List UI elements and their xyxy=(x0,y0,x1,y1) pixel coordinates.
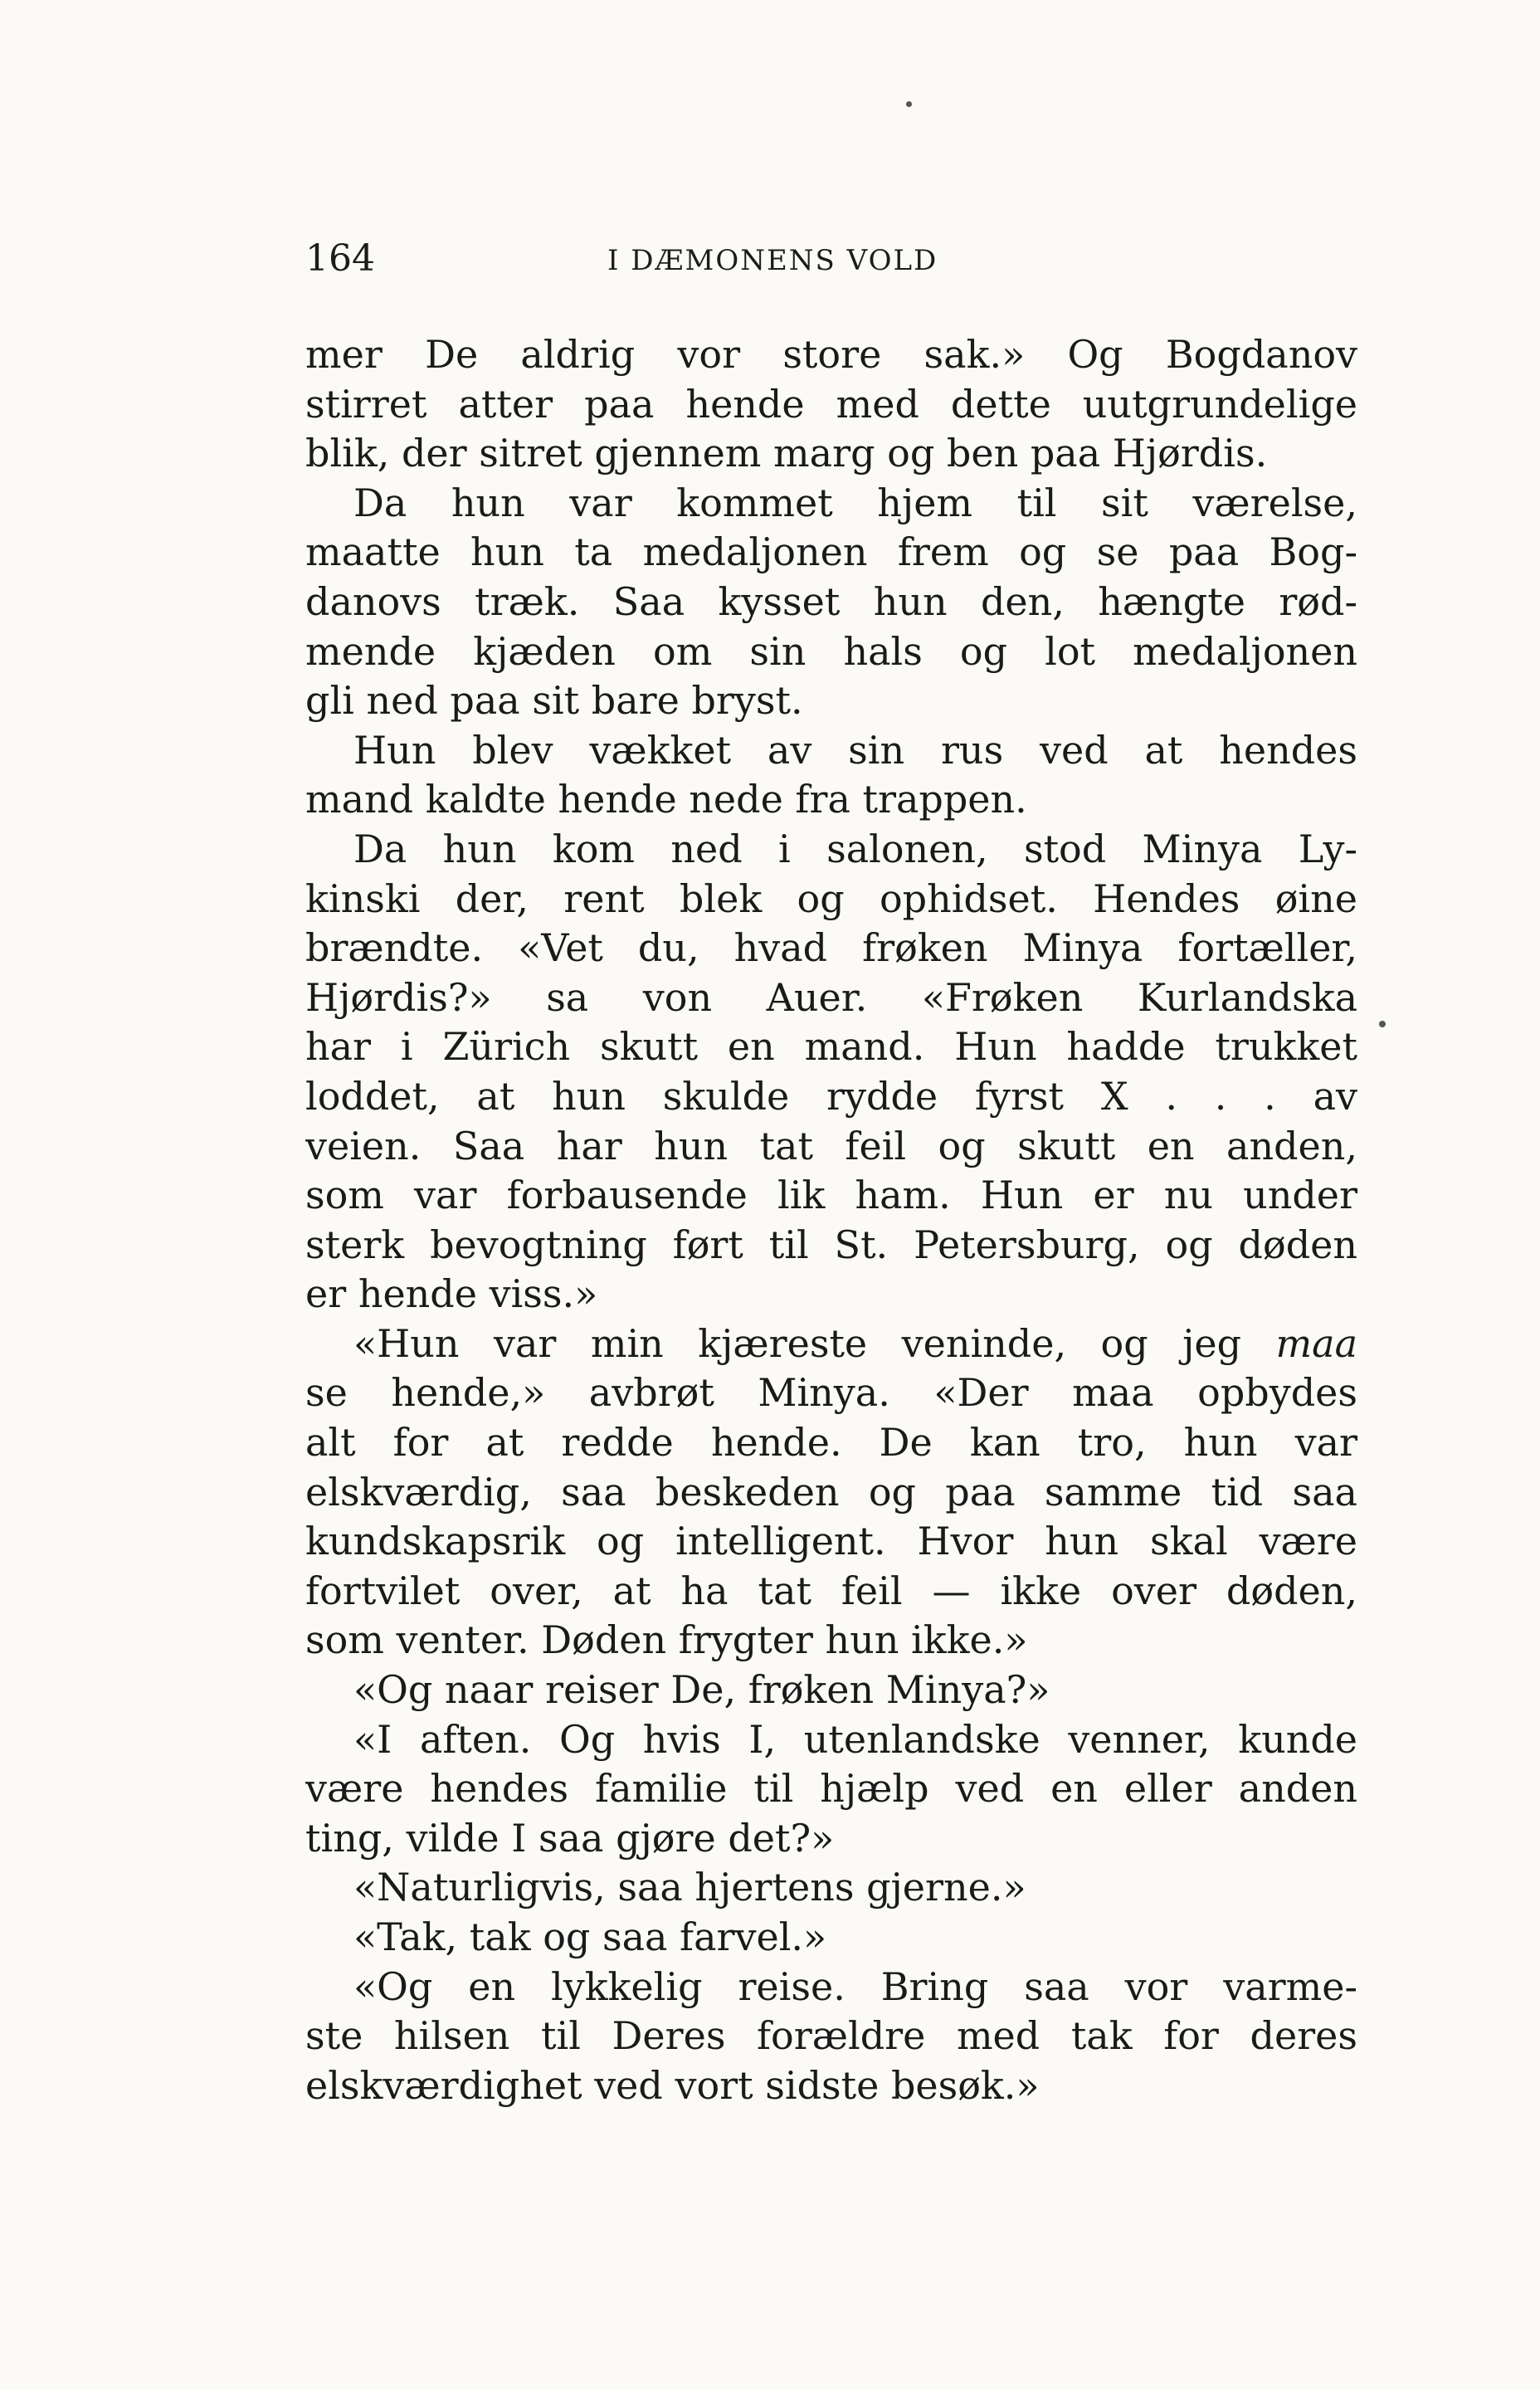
text-line: Da hun var kommet hjem til sit værelse, xyxy=(353,480,1357,525)
print-speck xyxy=(1379,1021,1386,1027)
page-number: 164 xyxy=(305,237,375,280)
text-line: sterk bevogtning ført til St. Petersburg, og døden xyxy=(305,1222,1357,1267)
text-line: «Tak, tak og saa farvel.» xyxy=(353,1914,827,1959)
running-title: I DÆMONENS VOLD xyxy=(607,244,938,277)
text-line: se hende,» avbrøt Minya. «Der maa opbydes xyxy=(305,1370,1357,1416)
text-line: «Og en lykkelig reise. Bring saa vor varme- xyxy=(353,1963,1357,2009)
text-line: «I aften. Og hvis I, utenlandske venner, kunde xyxy=(353,1716,1357,1762)
text-line: «Og naar reiser De, frøken Minya?» xyxy=(353,1667,1050,1713)
text-line: brændte. «Vet du, hvad frøken Minya fortæller, xyxy=(305,925,1357,971)
text-line: elskværdighet ved vort sidste besøk.» xyxy=(305,2062,1040,2108)
emphasized-word: maa xyxy=(1275,1320,1357,1366)
text-line: kinski der, rent blek og ophidset. Hendes øine xyxy=(305,876,1357,921)
text-line: som var forbausende lik ham. Hun er nu under xyxy=(305,1173,1357,1218)
text-line: danovs træk. Saa kysset hun den, hængte rød- xyxy=(305,578,1357,624)
body-text xyxy=(305,330,1357,2110)
text-line: mende kjæden om sin hals og lot medaljonen xyxy=(305,628,1357,674)
text-line: Da hun kom ned i salonen, stod Minya Ly- xyxy=(353,826,1357,871)
running-head xyxy=(305,234,1357,284)
text-line: loddet, at hun skulde rydde fyrst X . . . av xyxy=(305,1073,1357,1119)
text-line: stirret atter paa hende med dette uutgrundelige xyxy=(305,381,1357,427)
text-line: «Naturligvis, saa hjertens gjerne.» xyxy=(353,1865,1026,1910)
text-line: blik, der sitret gjennem marg og ben paa Hjørdis. xyxy=(305,431,1268,476)
text-line: maatte hun ta medaljonen frem og se paa Bog- xyxy=(305,529,1357,575)
text-line: være hendes familie til hjælp ved en eller anden xyxy=(305,1766,1357,1812)
text-line: mand kaldte hende nede fra trappen. xyxy=(305,777,1027,822)
text-line: kundskapsrik og intelligent. Hvor hun skal være xyxy=(305,1519,1357,1564)
text-line: ting, vilde I saa gjøre det?» xyxy=(305,1815,835,1861)
text-line: mer De aldrig vor store sak.» Og Bogdanov xyxy=(305,332,1357,377)
text-line: veien. Saa har hun tat feil og skutt en anden, xyxy=(305,1123,1357,1168)
text-line: er hende viss.» xyxy=(305,1271,598,1317)
text-line: elskværdig, saa beskeden og paa samme tid saa xyxy=(305,1469,1357,1514)
text-line: ste hilsen til Deres forældre med tak for deres xyxy=(305,2013,1357,2059)
text-line: har i Zürich skutt en mand. Hun hadde trukket xyxy=(305,1024,1357,1070)
text-line: som venter. Døden frygter hun ikke.» xyxy=(305,1617,1028,1663)
text-line: Hjørdis?» sa von Auer. «Frøken Kurlandska xyxy=(305,974,1357,1020)
text-line: fortvilet over, at ha tat feil — ikke over døden, xyxy=(305,1568,1357,1613)
text-line: alt for at redde hende. De kan tro, hun var xyxy=(305,1420,1357,1466)
text-line: «Hun var min kjæreste veninde, og jeg maa xyxy=(353,1320,1357,1366)
text-line: Hun blev vækket av sin rus ved at hendes xyxy=(353,727,1357,773)
text-line: gli ned paa sit bare bryst. xyxy=(305,678,803,724)
print-speck xyxy=(906,101,912,107)
